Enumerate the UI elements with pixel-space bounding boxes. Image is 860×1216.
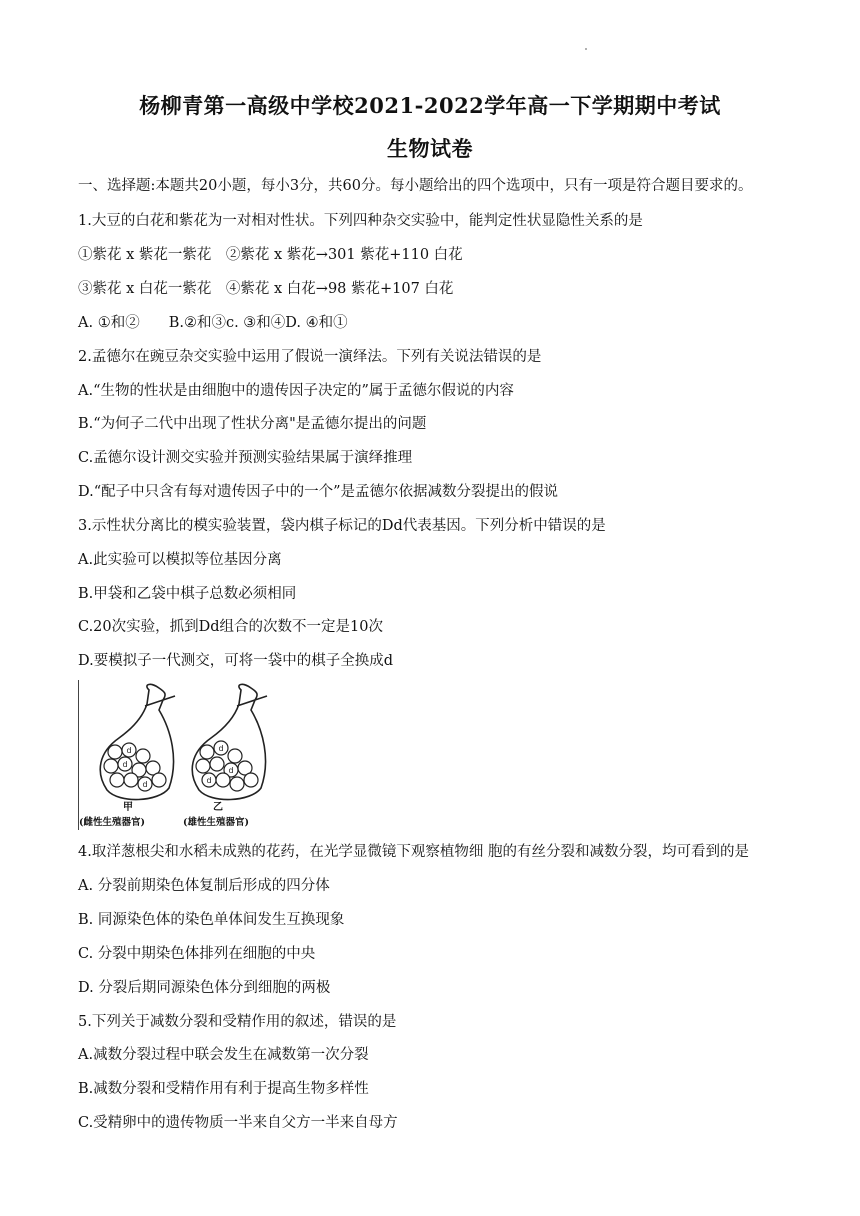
question-5: 5.下列关于减数分裂和受精作用的叙述，错误的是 — [78, 1014, 397, 1030]
svg-text:d: d — [122, 760, 128, 769]
left-bag-label: 甲 — [123, 802, 133, 813]
svg-text:d: d — [142, 780, 148, 789]
question-4-option-c: C. 分裂中期染色体排列在细胞的中央 — [78, 946, 316, 962]
question-4-option-d: D. 分裂后期同源染色体分到细胞的两极 — [78, 980, 331, 996]
question-2-option-a: A.“生物的性状是由细胞中的遗传因子决定的”属于孟德尔假说的内容 — [78, 383, 514, 399]
question-2-option-d: D.“配子中只含有每对遗传因子中的一个”是孟德尔依据减数分裂提出的假说 — [78, 484, 559, 500]
svg-text:d: d — [228, 766, 234, 775]
question-5-option-a: A.减数分裂过程中联会发生在减数第一次分裂 — [78, 1047, 369, 1063]
question-3-option-d: D.要模拟子一代测交，可将一袋中的棋子全换成d — [78, 653, 393, 669]
exam-subtitle: 生物试卷 — [387, 136, 473, 161]
svg-text:d: d — [126, 746, 132, 755]
svg-text:d: d — [218, 744, 224, 753]
question-3-option-b: B.甲袋和乙袋中棋子总数必须相同 — [78, 586, 297, 602]
bag-illustration-icon — [79, 680, 279, 830]
question-1-cross-a: ①紫花 x 紫花一紫花 ②紫花 x 紫花→301 紫花+110 白花 — [78, 247, 463, 263]
question-4-option-b: B. 同源染色体的染色单体间发生互换现象 — [78, 912, 345, 928]
question-1-options: A. ①和② B.②和③c. ③和④D. ④和① — [78, 315, 348, 331]
right-bag-label: 乙 — [213, 802, 223, 813]
question-4-option-a: A. 分裂前期染色体复制后形成的四分体 — [78, 878, 330, 894]
svg-text:d: d — [206, 776, 212, 785]
question-3: 3.示性状分离比的模实验装置，袋内棋子标记的Dd代表基因。下列分析中错误的是 — [78, 518, 606, 534]
exam-title: 杨柳青第一高级中学校2021-2022学年高一下学期期中考试 — [139, 93, 721, 118]
question-2-option-c: C.孟德尔设计测交实验并预测实验结果属于演绎推理 — [78, 450, 413, 466]
question-2: 2.孟德尔在豌豆杂交实验中运用了假说一演绎法。下列有关说法错误的是 — [78, 349, 542, 365]
question-3-option-a: A.此实验可以模拟等位基因分离 — [78, 552, 282, 568]
right-bag-caption: (雄性生殖器官) — [183, 817, 249, 828]
scan-dot — [585, 48, 587, 50]
section-instruction: 一、选择题:本题共20小题，每小3分，共60分。每小题给出的四个选项中，只有一项是符合题目要求的。 — [78, 178, 753, 194]
question-1-cross-b: ③紫花 x 白花一紫花 ④紫花 x 白花→98 紫花+107 白花 — [78, 281, 454, 297]
question-2-option-b: B.“为何子二代中出现了性状分离"是孟德尔提出的问题 — [78, 416, 427, 432]
question-4: 4.取洋葱根尖和水稻未成熟的花药，在光学显微镜下观察植物细 胞的有丝分裂和减数分裂，均可看到的是 — [78, 844, 749, 860]
question-1: 1.大豆的白花和紫花为一对相对性状。下列四种杂交实验中，能判定性状显隐性关系的是 — [78, 213, 643, 229]
question-5-option-b: B.减数分裂和受精作用有利于提高生物多样性 — [78, 1081, 369, 1097]
question-5-option-c: C.受精卵中的遗传物质一半来自父方一半来自母方 — [78, 1115, 398, 1131]
bag-figure — [78, 680, 279, 830]
question-3-option-c: C.20次实验，抓到Dd组合的次数不一定是10次 — [78, 619, 383, 635]
left-bag-caption: (雌性生殖器官) — [79, 817, 145, 828]
